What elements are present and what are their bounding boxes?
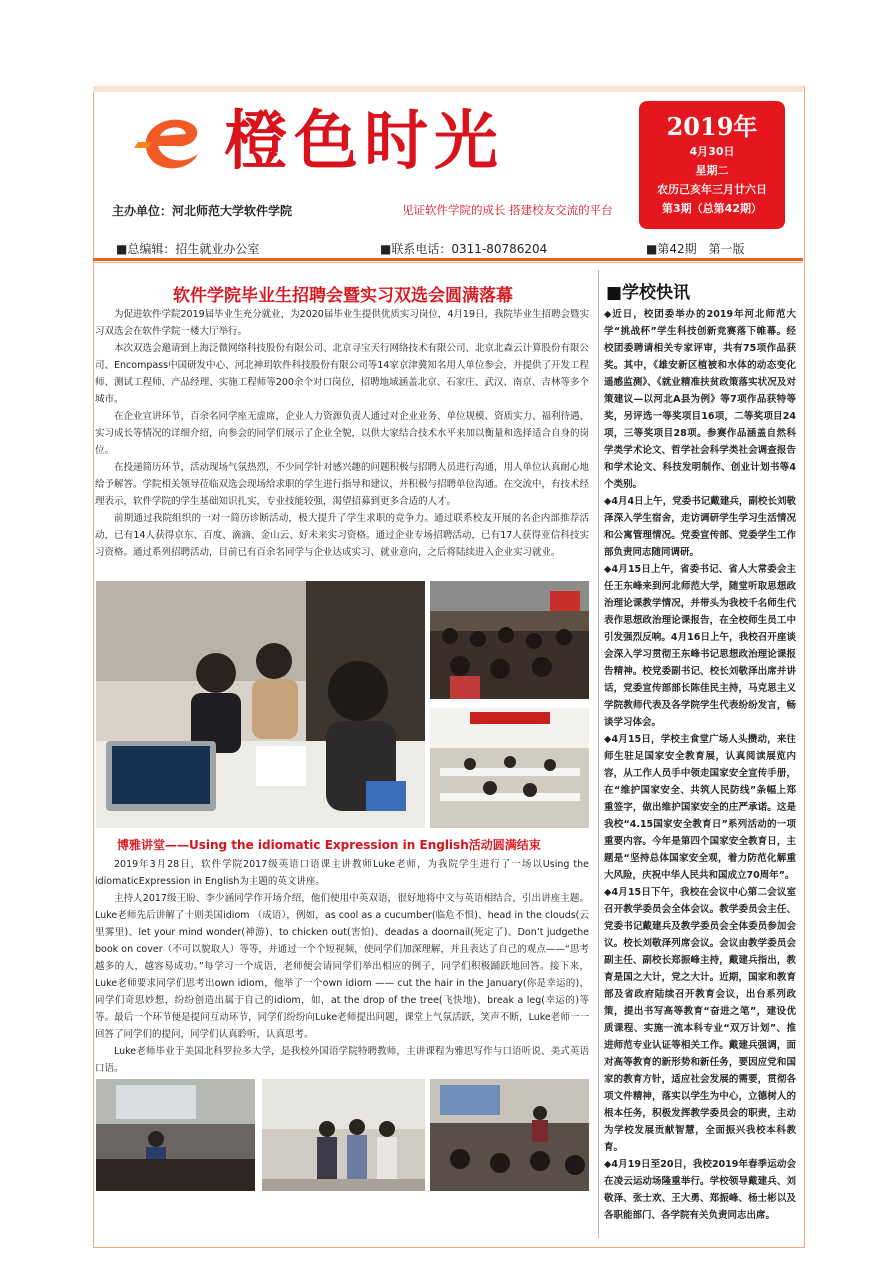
paragraph: 在投递简历环节，活动现场气氛热烈，不少同学针对感兴趣的问题积极与招聘人员进行沟通，用人单位认真耐心地给予解答。学院相关领导莅临双选会现场给求职的学生进行指导和建议，并积极与招聘单位沟通。在交流中，有技术经理表示，软件学院的学生基础知识扎实，专业技能较强，渴望招募到更多合适的人才。: [95, 462, 590, 507]
paragraph: 本次双选会邀请到上海泛微网络科技股份有限公司、北京寻宝天行网络技术有限公司、北京北森云计算股份有限公司、Encompass中国研发中心、河北神玥软件科技股份有限公司等14家京津冀知名用人单位参会，并提供了开发工程师、测试工程师、产品经理、实施工程师等200余个对口岗位，招聘地域涵盖北京、石家庄、武汉、南京、吉林等多个城市。: [95, 343, 590, 405]
editor-info: ■总编辑：招生就业办公室: [116, 242, 260, 256]
paragraph: 在企业宣讲环节，百余名同学座无虚席，企业人力资源负责人通过对企业业务、单位规模、资质实力、福利待遇、实习成长等情况的详细介绍，向参会的同学们展示了企业全貌，以供大家结合技术水平来加以衡量和选择适合自身的岗位。: [95, 411, 590, 456]
second-headline: 博雅讲堂——Using the idiomatic Expression in English活动圆满结束: [117, 838, 541, 852]
divider-line: [93, 258, 803, 261]
lecture-photo-3: [430, 1079, 589, 1191]
paragraph: 前期通过我院组织的一对一简历诊断活动，极大提升了学生求职的竞争力。通过联系校友开展的名企内部推荐活动，已有14人获得京东、百度、滴滴、金山云、好未来实习资格。通过企业专场招聘活动，已有17人获得亚信科技实习资格。通过系列招聘活动，目前已有百余名同学与企业达成实习、就业意向，之后将陆续进入企业实习就业。: [95, 513, 589, 558]
date-box: [639, 101, 785, 229]
orange-e-swirl-icon: [132, 108, 212, 178]
date-lunar: 农历己亥年三月廿六日: [657, 183, 767, 196]
news-item: ◆4月15日，学校主食堂广场人头攒动，来往师生驻足国家安全教育展，认真阅读展览内容，从工作人员手中领走国家安全宣传手册，在“维护国家安全、共筑人民防线”条幅上郑重签字，做出维护国家安全的庄严承诺。这是我校“4.15国家安全教育日”系列活动的一项重要内容。今年是第四个国家安全教育日，主题是“坚持总体国家安全观，着力防范化解重大风险，庆祝中华人民共和国成立70周年”。: [604, 734, 796, 881]
classroom-photo: [430, 708, 589, 828]
lecture-photo-2: [262, 1079, 425, 1191]
paragraph: 主持人2017级王盼、李少涵同学作开场介绍，他们使用中英双语，很好地将中文与英语相结合，引出讲座主题。Luke老师先后讲解了十则美国idiom （成语），例如，as cool as a cucumber(临危不惧)、head in the clouds(云里雾里)、let your mind wonder(神游)、to chicken out(害怕)、deadas a doornail(死定了)、Don’t judgethe book on cover（不可以貌取人）等等，并通过一个个短视频，使同学们加深理解，并且表达了自己的观点——“思考越多的人，越容易成功。”每学习一个成语，老师便会请同学们举出相应的例子，同学们积极踊跃地回答。接下来，Luke老师要求同学们思考出own idiom，他举了一个own idiom —— cut the hair in the January(你是幸运的)，同学们奇思妙想，纷纷创造出属于自己的idiom，如，at the drop of the tree(飞快地)、break a leg(幸运的)等等。最后一个环节便是提问互动环节，同学们纷纷向Luke老师提出问题，课堂上气氛活跃，笑声不断，Luke老师一一回答了同学们的提问，同学们认真聆听，认真思考。: [95, 893, 589, 1040]
news-item: ◆4月15日下午，我校在会议中心第二会议室召开教学委员会全体会议。教学委员会主任、党委书记戴建兵及教学委员会全体委员参加会议。校长刘敬泽列席会议。会议由教学委员会副主任、副校长郑振峰主持，戴建兵指出，教育是国之大计，党之大计。近期，国家和教育部及省政府陆续召开教育会议，出台系列政策，提出书写高等教育“奋进之笔”，建设优质课程、实施一流本科专业“双万计划”、推进师范专业认证等相关工作。戴建兵强调，面对高等教育的新形势和新任务，要因应党和国家的教育方针，适应社会发展的需要，贯彻各项文件精神，落实以学生为中心，立德树人的根本任务，积极发挥教学委员会的职责，主动为学校发展贡献智慧，全面振兴我校本科教育。: [604, 887, 796, 1153]
host-unit: 主办单位：河北师范大学软件学院: [112, 204, 293, 218]
date-issue: 第3期（总第42期）: [662, 202, 762, 215]
paragraph: Luke老师毕业于美国北科罗拉多大学，是我校外国语学院特聘教师，主讲课程为雅思写作与口语听说、美式英语口语。: [95, 1046, 589, 1074]
masthead-title: 橙色时光: [224, 104, 504, 179]
main-headline: 软件学院毕业生招聘会暨实习双选会圆满落幕: [173, 286, 513, 306]
news-item: ◆4月19日至20日，我校2019年春季运动会在凌云运动场隆重举行。学校领导戴建兵、刘敬泽、张士欢、王大勇、郑振峰、杨士彬以及各职能部门、各学院有关负责同志出席。: [604, 1159, 796, 1221]
paragraph: 2019年3月28日，软件学院2017级英语口语课主讲教师Luke老师，为我院学生进行了一场以Using the idiomaticExpression in English为主题的英文讲座。: [95, 859, 589, 887]
news-item: ◆4月15日上午，省委书记、省人大常委会主任王东峰来到河北师范大学，随堂听取思想政治理论课教学情况，并带头为我校千名师生代表作思想政治理论课报告，在全校师生员工中引发强烈反响。4月16日上午，我校召开座谈会深入学习贯彻王东峰书记思想政治理论课报告精神。校党委副书记、校长刘敬泽出席并讲话，党委宣传部部长陈佳民主持，马克思主义学院教师代表及各学院学生代表纷纷发言，畅谈学习体会。: [604, 564, 796, 728]
main-article-body: [95, 306, 589, 561]
column-divider: [598, 270, 599, 1238]
quick-news-list: [604, 306, 796, 1224]
phone-info: ■联系电话：0311-80786204: [380, 242, 548, 256]
seminar-audience-photo: [430, 581, 589, 699]
slogan: 见证软件学院的成长 搭建校友交流的平台: [402, 203, 613, 217]
header-band: [93, 86, 803, 92]
interview-photo: [96, 581, 425, 828]
paragraph: 为促进软件学院2019届毕业生充分就业，为2020届毕业生提供优质实习岗位，4月19日，我院毕业生招聘会暨实习双选会在软件学院一楼大厅举行。: [95, 309, 589, 337]
divider-line-thin: [93, 262, 803, 263]
issue-info: ■第42期 第一版: [646, 242, 745, 256]
quick-news-title: ■学校快讯: [606, 283, 691, 303]
lecture-photo-1: [96, 1079, 255, 1191]
date-day: 4月30日: [689, 145, 735, 158]
news-item: ◆近日，校团委举办的2019年河北师范大学“挑战杯”学生科技创新竞赛落下帷幕。经校团委聘请相关专家评审，共有75项作品获奖。其中，《雄安新区植被和水体的动态变化遥感监测》、《就业精准扶贫政策落实状况及对策建议—以河北A县为例》等7项作品获特等奖，另评选一等奖项目16项，二等奖项目24项，三等奖项目28项。参赛作品涵盖自然科学类学术论文、哲学社会科学类社会调查报告和学术论文、科技发明制作、创业计划书等4个类别。: [604, 309, 796, 490]
second-article-body: [95, 856, 589, 1077]
news-item: ◆4月4日上午，党委书记戴建兵，副校长刘敬泽深入学生宿舍，走访调研学生学习生活情况和公寓管理情况。党委宣传部、党委学生工作部负责同志随同调研。: [604, 496, 796, 558]
date-year: 2019年: [666, 112, 758, 141]
date-weekday: 星期二: [695, 164, 729, 177]
